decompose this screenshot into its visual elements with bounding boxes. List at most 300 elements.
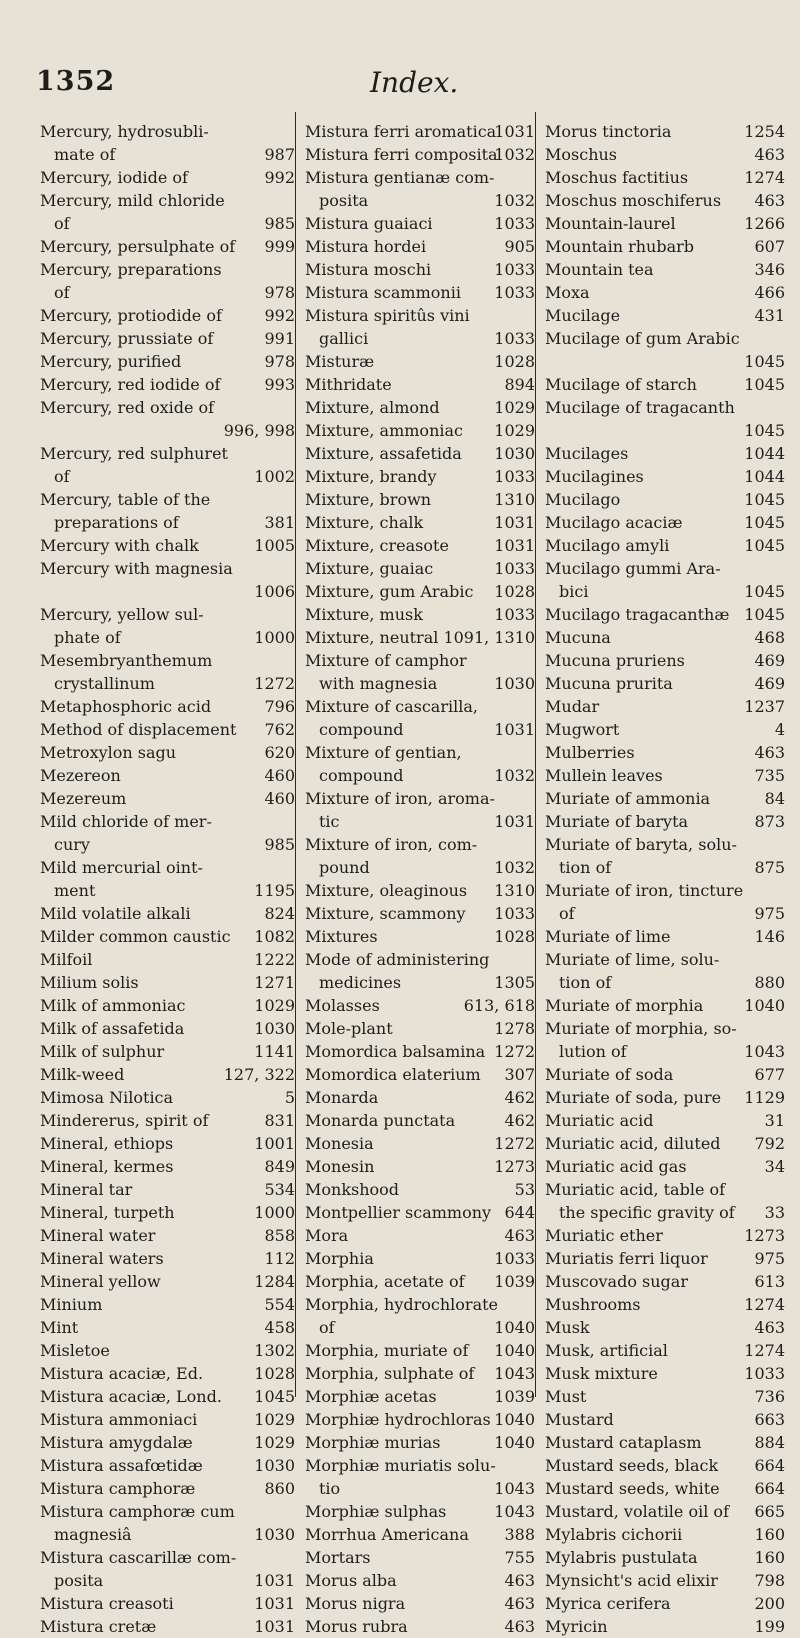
entry-page-ref: 1031 (254, 1594, 295, 1613)
entry-page-ref: 755 (504, 1548, 535, 1567)
index-entry (305, 1569, 535, 1592)
entry-term: Mistura assafœtidæ (40, 1456, 203, 1475)
entry-continuation: of (54, 467, 70, 486)
entry-term: Mixtures (305, 927, 378, 946)
entry-term: Mercury with chalk (40, 536, 199, 555)
index-entry (40, 1408, 295, 1431)
index-entry (305, 994, 535, 1017)
entry-page-ref: 894 (504, 375, 535, 394)
entry-page-ref: 1040 (494, 1318, 535, 1337)
entry-page-ref: 1033 (494, 467, 535, 486)
index-entry (545, 810, 785, 833)
entry-term: Mushrooms (545, 1295, 641, 1314)
index-entry (305, 1270, 535, 1293)
column-divider (535, 112, 536, 1397)
entry-term: Mistura ammoniaci (40, 1410, 198, 1429)
entry-page-ref: 307 (504, 1065, 535, 1084)
entry-term: Mustard seeds, black (545, 1456, 719, 1475)
index-entry (305, 1040, 535, 1063)
entry-page-ref: 1045 (744, 513, 785, 532)
index-entry (545, 603, 785, 626)
entry-page-ref: 663 (754, 1410, 785, 1429)
entry-term: Mild chloride of mer- (40, 812, 212, 831)
index-entry (40, 1615, 295, 1638)
index-entry (305, 1132, 535, 1155)
entry-page-ref: 1029 (254, 1433, 295, 1452)
entry-page-ref: 1045 (744, 582, 785, 601)
entry-term: Minium (40, 1295, 103, 1314)
entry-term: Morphia (305, 1249, 374, 1268)
index-entry (545, 994, 785, 1017)
entry-continuation: gallici (319, 329, 369, 348)
entry-page-ref: 1031 (254, 1617, 295, 1636)
entry-term: Muriatic acid, diluted (545, 1134, 721, 1153)
index-column-3 (545, 120, 785, 1638)
entry-page-ref: 463 (504, 1594, 535, 1613)
entry-page-ref: 1045 (254, 1387, 295, 1406)
entry-term: Musk (545, 1318, 590, 1337)
entry-term: Metaphosphoric acid (40, 697, 212, 716)
entry-page-ref: 824 (264, 904, 295, 923)
entry-term: Mistura acaciæ, Ed. (40, 1364, 204, 1383)
entry-continuation: mate of (54, 145, 116, 164)
index-entry (305, 465, 535, 488)
entry-term: Muriate of soda, pure (545, 1088, 722, 1107)
entry-page-ref: 1033 (494, 1249, 535, 1268)
entry-page-ref: 1033 (744, 1364, 785, 1383)
index-entry (40, 1178, 295, 1201)
index-entry (545, 1247, 785, 1270)
entry-page-ref: 1030 (494, 444, 535, 463)
entry-page-ref: 1028 (254, 1364, 295, 1383)
entry-page-ref: 1040 (494, 1341, 535, 1360)
entry-page-ref: 1006 (254, 582, 295, 601)
entry-continuation: phate of (54, 628, 121, 647)
entry-page-ref: 992 (264, 306, 295, 325)
entry-term: Mistura camphoræ cum (40, 1502, 235, 1521)
entry-term: Mercury, purified (40, 352, 182, 371)
entry-page-ref: 1005 (254, 536, 295, 555)
entry-term: Mustard seeds, white (545, 1479, 720, 1498)
entry-page-ref: 1031 (494, 720, 535, 739)
entry-term: Molasses (305, 996, 380, 1015)
index-entry (305, 1454, 535, 1500)
entry-term: Mixture, chalk (305, 513, 424, 532)
index-entry (545, 1178, 785, 1224)
index-entry (305, 1293, 535, 1339)
index-entry (305, 741, 535, 787)
entry-page-ref: 873 (754, 812, 785, 831)
entry-term: Mixture, brandy (305, 467, 437, 486)
index-entry (40, 994, 295, 1017)
entry-term: Milk of assafetida (40, 1019, 185, 1038)
entry-term: Mineral, kermes (40, 1157, 174, 1176)
index-entry (545, 557, 785, 603)
entry-term: Morus tinctoria (545, 122, 672, 141)
entry-page-ref: 468 (754, 628, 785, 647)
entry-page-ref: 987 (264, 145, 295, 164)
entry-page-ref: 466 (754, 283, 785, 302)
entry-page-ref: 1044 (744, 444, 785, 463)
entry-term: Mistura cascarillæ com- (40, 1548, 237, 1567)
entry-page-ref: 1310 (494, 881, 535, 900)
entry-continuation: medicines (319, 973, 402, 992)
entry-term: Must (545, 1387, 587, 1406)
entry-term: Mixture of iron, com- (305, 835, 478, 854)
entry-term: Mixture, neutral 1091, (305, 628, 490, 647)
entry-term: Mistura ferri composita (305, 145, 498, 164)
index-entry (305, 1109, 535, 1132)
entry-term: Mountain rhubarb (545, 237, 695, 256)
entry-term: Mortars (305, 1548, 371, 1567)
entry-term: Muriate of morphia, so- (545, 1019, 737, 1038)
entry-term: Muriate of iron, tincture (545, 881, 744, 900)
entry-term: Mode of administering (305, 950, 490, 969)
entry-page-ref: 1284 (254, 1272, 295, 1291)
entry-page-ref: 1040 (744, 996, 785, 1015)
entry-page-ref: 1040 (494, 1433, 535, 1452)
index-entry (305, 534, 535, 557)
index-entry (40, 258, 295, 304)
entry-page-ref: 1274 (744, 168, 785, 187)
entry-page-ref: 1272 (494, 1042, 535, 1061)
entry-term: Mistura camphoræ (40, 1479, 196, 1498)
entry-page-ref: 798 (754, 1571, 785, 1590)
entry-term: Mistura spiritûs vini (305, 306, 470, 325)
entry-term: Mustard cataplasm (545, 1433, 702, 1452)
entry-page-ref: 665 (754, 1502, 785, 1521)
entry-term: Mindererus, spirit of (40, 1111, 209, 1130)
index-entry (545, 1293, 785, 1316)
entry-term: Mixture of iron, aroma- (305, 789, 495, 808)
entry-page-ref: 1045 (744, 490, 785, 509)
page-number: 1352 (36, 66, 116, 97)
entry-term: Muriate of baryta (545, 812, 689, 831)
index-entry (545, 833, 785, 879)
index-entry (305, 833, 535, 879)
index-entry (40, 350, 295, 373)
index-entry (545, 1546, 785, 1569)
entry-term: Mezereum (40, 789, 127, 808)
entry-term: Mugwort (545, 720, 620, 739)
entry-term: Mesembryanthemum (40, 651, 213, 670)
entry-page-ref: 458 (264, 1318, 295, 1337)
index-entry (305, 1155, 535, 1178)
index-entry (40, 1431, 295, 1454)
entry-page-ref: 463 (754, 191, 785, 210)
entry-page-ref: 1272 (254, 674, 295, 693)
entry-page-ref: 1033 (494, 214, 535, 233)
index-entry (40, 1546, 295, 1592)
index-entry (305, 419, 535, 442)
entry-continuation: of (559, 904, 575, 923)
entry-page-ref: 875 (754, 858, 785, 877)
entry-page-ref: 53 (514, 1180, 535, 1199)
entry-term: Morphia, sulphate of (305, 1364, 475, 1383)
entry-page-ref: 1045 (744, 375, 785, 394)
entry-continuation: tio (319, 1479, 341, 1498)
entry-page-ref: 33 (764, 1203, 785, 1222)
index-entry (40, 1040, 295, 1063)
index-entry (40, 1385, 295, 1408)
entry-term: Milfoil (40, 950, 93, 969)
page-title: Index. (370, 66, 459, 99)
index-entry (305, 235, 535, 258)
entry-page-ref: 1000 (254, 1203, 295, 1222)
index-entry (305, 1500, 535, 1523)
entry-term: Mustard, volatile oil of (545, 1502, 729, 1521)
entry-page-ref: 34 (764, 1157, 785, 1176)
entry-term: Mixture, almond (305, 398, 440, 417)
entry-page-ref: 381 (264, 513, 295, 532)
entry-page-ref: 460 (264, 789, 295, 808)
entry-term: Mineral yellow (40, 1272, 161, 1291)
index-entry (40, 120, 295, 166)
entry-page-ref: 999 (264, 237, 295, 256)
index-entry (305, 1086, 535, 1109)
entry-term: Mercury, prussiate of (40, 329, 214, 348)
entry-page-ref: 858 (264, 1226, 295, 1245)
entry-term: Mineral tar (40, 1180, 133, 1199)
index-entry (305, 281, 535, 304)
entry-page-ref: 1271 (254, 973, 295, 992)
index-entry (305, 1339, 535, 1362)
index-entry (40, 1500, 295, 1546)
entry-continuation: of (54, 214, 70, 233)
entry-term: Mercury, preparations (40, 260, 222, 279)
entry-page-ref: 1030 (254, 1019, 295, 1038)
entry-term: Morphiæ hydrochloras (305, 1410, 491, 1429)
entry-term: Muriatic acid gas (545, 1157, 687, 1176)
index-entry (545, 879, 785, 925)
entry-page-ref: 199 (754, 1617, 785, 1636)
entry-term: Mustard (545, 1410, 614, 1429)
entry-page-ref: 160 (754, 1525, 785, 1544)
index-entry (40, 1086, 295, 1109)
entry-page-ref: 84 (764, 789, 785, 808)
entry-page-ref: 1141 (254, 1042, 295, 1061)
index-entry (40, 327, 295, 350)
entry-continuation: compound (319, 720, 404, 739)
entry-page-ref: 735 (754, 766, 785, 785)
entry-term: Myricin (545, 1617, 608, 1636)
index-entry (40, 948, 295, 971)
entry-page-ref: 1032 (494, 191, 535, 210)
entry-term: Mistura cretæ (40, 1617, 157, 1636)
index-entry (305, 1224, 535, 1247)
entry-page-ref: 1032 (494, 766, 535, 785)
entry-page-ref: 762 (264, 720, 295, 739)
entry-page-ref: 1222 (254, 950, 295, 969)
entry-page-ref: 978 (264, 283, 295, 302)
index-entry (545, 120, 785, 143)
index-entry (305, 1546, 535, 1569)
index-entry (305, 1362, 535, 1385)
entry-page-ref: 796 (264, 697, 295, 716)
index-entry (545, 534, 785, 557)
entry-term: Mercury, iodide of (40, 168, 188, 187)
entry-page-ref: 127, 322 (223, 1065, 295, 1084)
entry-page-ref: 1310 (494, 490, 535, 509)
entry-term: Mixture, creasote (305, 536, 449, 555)
entry-term: Morus alba (305, 1571, 397, 1590)
index-entry (40, 1339, 295, 1362)
entry-term: Mistura acaciæ, Lond. (40, 1387, 222, 1406)
entry-term: Mistura amygdalæ (40, 1433, 193, 1452)
index-entry (545, 626, 785, 649)
entry-term: Muscovado sugar (545, 1272, 688, 1291)
entry-term: Mercury, hydrosubli- (40, 122, 209, 141)
entry-term: Mucilago gummi Ara- (545, 559, 721, 578)
index-entry (40, 810, 295, 856)
index-entry (40, 1362, 295, 1385)
index-entry (305, 649, 535, 695)
entry-page-ref: 1028 (494, 927, 535, 946)
index-entry (305, 1431, 535, 1454)
index-entry (40, 787, 295, 810)
index-entry (545, 258, 785, 281)
entry-page-ref: 644 (504, 1203, 535, 1222)
index-column-1 (40, 120, 295, 1638)
index-entry (40, 1316, 295, 1339)
entry-page-ref: 4 (774, 720, 785, 739)
index-entry (40, 603, 295, 649)
index-entry (545, 1523, 785, 1546)
entry-page-ref: 620 (264, 743, 295, 762)
entry-page-ref: 1039 (494, 1387, 535, 1406)
entry-page-ref: 884 (754, 1433, 785, 1452)
entry-page-ref: 1030 (254, 1525, 295, 1544)
entry-term: Mercury, protiodide of (40, 306, 222, 325)
index-entry (305, 166, 535, 212)
entry-page-ref: 469 (754, 651, 785, 670)
entry-page-ref: 463 (754, 743, 785, 762)
index-entry (545, 718, 785, 741)
entry-term: Moxa (545, 283, 590, 302)
entry-term: Monarda punctata (305, 1111, 456, 1130)
index-entry (40, 718, 295, 741)
entry-page-ref: 554 (264, 1295, 295, 1314)
entry-term: Myrica cerifera (545, 1594, 671, 1613)
index-entry (545, 281, 785, 304)
index-entry (40, 304, 295, 327)
entry-term: Mucuna pruriens (545, 651, 685, 670)
entry-page-ref: 346 (754, 260, 785, 279)
entry-page-ref: 31 (764, 1111, 785, 1130)
entry-page-ref: 1045 (744, 605, 785, 624)
entry-term: Mistura guaiaci (305, 214, 433, 233)
entry-term: Muriate of soda (545, 1065, 674, 1084)
entry-page-ref: 1274 (744, 1295, 785, 1314)
entry-term: Muriatic ether (545, 1226, 663, 1245)
entry-term: Monesin (305, 1157, 375, 1176)
index-entry (305, 1063, 535, 1086)
index-entry (545, 1017, 785, 1063)
entry-page-ref: 1278 (494, 1019, 535, 1038)
entry-page-ref: 1031 (494, 536, 535, 555)
entry-term: Mucilago tragacanthæ (545, 605, 730, 624)
entry-term: Morphia, acetate of (305, 1272, 465, 1291)
entry-page-ref: 1305 (494, 973, 535, 992)
index-entry (40, 166, 295, 189)
index-entry (545, 235, 785, 258)
entry-term: Mylabris pustulata (545, 1548, 698, 1567)
index-entry (545, 396, 785, 442)
index-entry (545, 1316, 785, 1339)
index-entry (545, 1385, 785, 1408)
entry-page-ref: 1237 (744, 697, 785, 716)
entry-term: Musk, artificial (545, 1341, 668, 1360)
entry-term: Milk-weed (40, 1065, 125, 1084)
entry-term: Milder common caustic (40, 927, 231, 946)
entry-term: Milk of ammoniac (40, 996, 186, 1015)
entry-continuation: posita (54, 1571, 104, 1590)
index-entry (305, 511, 535, 534)
index-entry (545, 1431, 785, 1454)
entry-term: Mistura creasoti (40, 1594, 174, 1613)
index-entry (40, 649, 295, 695)
index-entry (545, 672, 785, 695)
entry-page-ref: 985 (264, 835, 295, 854)
entry-term: Metroxylon sagu (40, 743, 177, 762)
entry-page-ref: 1000 (254, 628, 295, 647)
entry-page-ref: 1033 (494, 559, 535, 578)
entry-page-ref: 607 (754, 237, 785, 256)
index-entry (40, 1109, 295, 1132)
entry-page-ref: 792 (754, 1134, 785, 1153)
entry-page-ref: 463 (504, 1226, 535, 1245)
entry-page-ref: 1031 (494, 513, 535, 532)
entry-page-ref: 1001 (254, 1134, 295, 1153)
entry-page-ref: 463 (504, 1571, 535, 1590)
entry-term: Moschus factitius (545, 168, 689, 187)
entry-term: Milium solis (40, 973, 139, 992)
index-entry (305, 1017, 535, 1040)
index-entry (545, 1454, 785, 1477)
entry-term: Mole-plant (305, 1019, 393, 1038)
entry-page-ref: 1002 (254, 467, 295, 486)
index-entry (545, 511, 785, 534)
entry-page-ref: 463 (754, 145, 785, 164)
index-entry (545, 925, 785, 948)
index-entry (40, 741, 295, 764)
index-entry (305, 580, 535, 603)
entry-term: Mimosa Nilotica (40, 1088, 174, 1107)
entry-page-ref: 1045 (744, 536, 785, 555)
index-entry (305, 143, 535, 166)
index-entry (305, 603, 535, 626)
entry-term: Mucilage of starch (545, 375, 697, 394)
index-entry (545, 1132, 785, 1155)
entry-term: Muriatic acid, table of (545, 1180, 726, 1199)
entry-term: Muriate of baryta, solu- (545, 835, 737, 854)
index-entry (545, 1063, 785, 1086)
entry-page-ref: 1030 (494, 674, 535, 693)
entry-term: Mistura moschi (305, 260, 432, 279)
entry-term: Morus nigra (305, 1594, 406, 1613)
entry-term: Muriatis ferri liquor (545, 1249, 708, 1268)
index-entry (545, 649, 785, 672)
index-entry (40, 1477, 295, 1500)
entry-term: Muriatic acid (545, 1111, 654, 1130)
entry-page-ref: 677 (754, 1065, 785, 1084)
entry-page-ref: 1082 (254, 927, 295, 946)
index-entry (545, 1270, 785, 1293)
entry-term: Morrhua Americana (305, 1525, 469, 1544)
entry-page-ref: 1043 (494, 1479, 535, 1498)
index-entry (305, 1592, 535, 1615)
index-entry (40, 396, 295, 442)
